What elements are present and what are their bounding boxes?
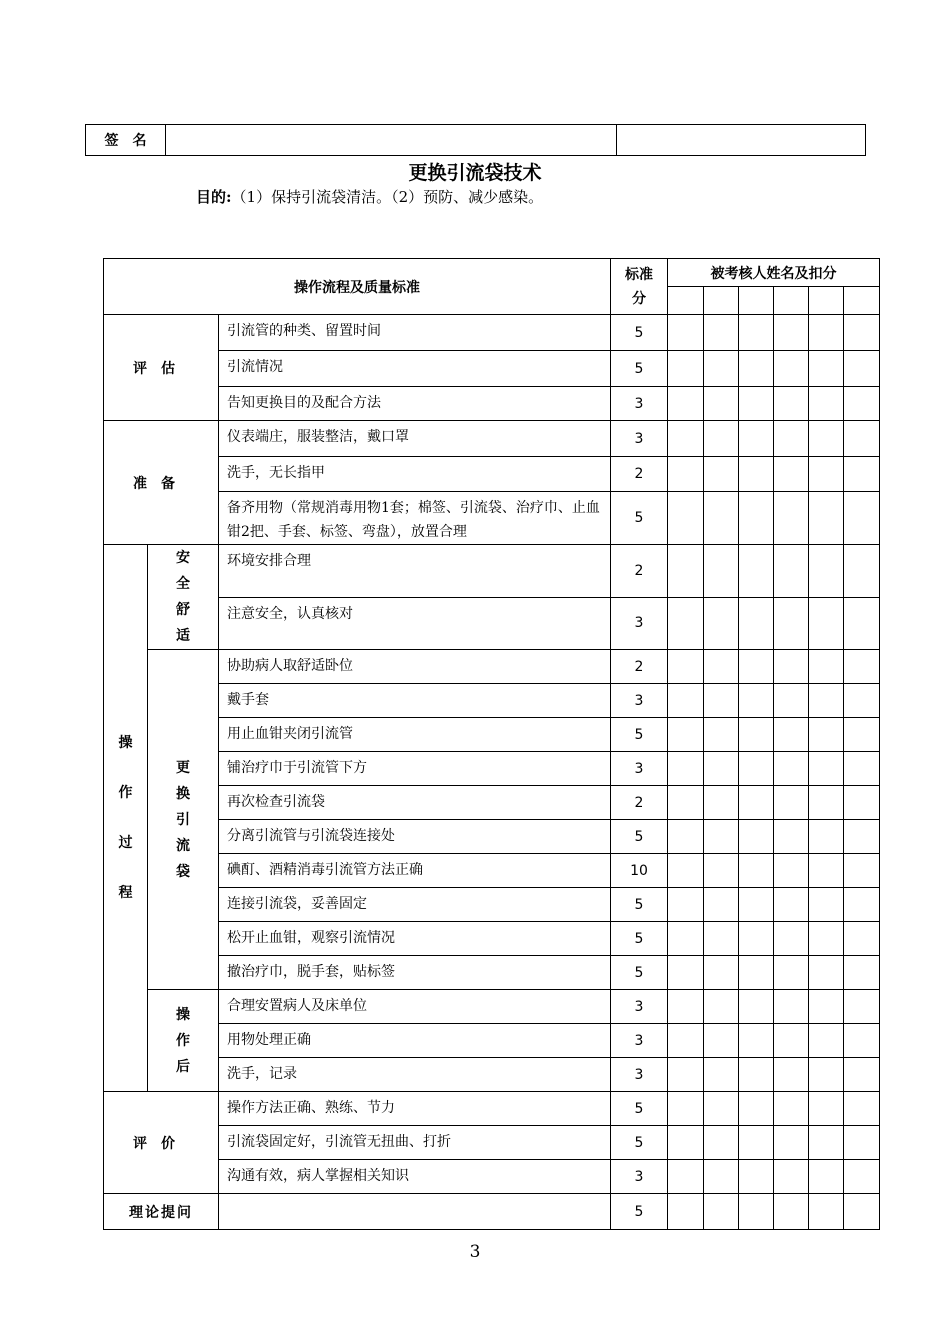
item-text: 洗手，无长指甲 (219, 457, 611, 492)
deduction-cell[interactable] (668, 786, 704, 820)
deduction-cell[interactable] (844, 387, 880, 421)
deduction-cell[interactable] (844, 752, 880, 786)
deduction-cell[interactable] (739, 650, 774, 684)
deduction-cell[interactable] (739, 1160, 774, 1194)
deduction-cell[interactable] (774, 888, 809, 922)
category-operation: 操 作 过 程 (104, 545, 148, 1092)
deduction-cell[interactable] (704, 1194, 739, 1230)
deduction-cell[interactable] (739, 922, 774, 956)
deduction-cell[interactable] (668, 287, 704, 315)
deduction-cell[interactable] (739, 315, 774, 351)
deduction-cell[interactable] (774, 718, 809, 752)
deduction-cell[interactable] (668, 492, 704, 545)
deduction-cell[interactable] (844, 1024, 880, 1058)
deduction-cell[interactable] (704, 922, 739, 956)
deduction-cell[interactable] (704, 351, 739, 387)
deduction-cell[interactable] (774, 1126, 809, 1160)
deduction-cell[interactable] (668, 650, 704, 684)
item-score: 5 (611, 1126, 668, 1160)
subcategory-cell: 操 作 后 (148, 990, 219, 1092)
deduction-cell[interactable] (704, 684, 739, 718)
deduction-cell[interactable] (774, 492, 809, 545)
deduction-cell[interactable] (704, 990, 739, 1024)
item-text: 铺治疗巾于引流管下方 (219, 752, 611, 786)
item-text: 注意安全，认真核对 (219, 597, 611, 650)
deduction-cell[interactable] (774, 854, 809, 888)
item-text: 沟通有效，病人掌握相关知识 (219, 1160, 611, 1194)
deduction-cell[interactable] (739, 421, 774, 457)
deduction-cell[interactable] (668, 1058, 704, 1092)
deduction-cell[interactable] (774, 650, 809, 684)
item-score: 3 (611, 387, 668, 421)
deduction-cell[interactable] (844, 956, 880, 990)
deduction-cell[interactable] (809, 387, 844, 421)
deduction-cell[interactable] (739, 351, 774, 387)
item-score: 3 (611, 597, 668, 650)
deduction-cell[interactable] (704, 854, 739, 888)
deduction-cell[interactable] (668, 1024, 704, 1058)
deduction-cell[interactable] (809, 990, 844, 1024)
deduction-cell[interactable] (809, 1092, 844, 1126)
deduction-cell[interactable] (774, 457, 809, 492)
deduction-cell[interactable] (774, 351, 809, 387)
deduction-cell[interactable] (844, 351, 880, 387)
item-text: 用物处理正确 (219, 1024, 611, 1058)
deduction-cell[interactable] (668, 922, 704, 956)
category-cell: 准备 (104, 421, 219, 545)
item-score: 5 (611, 718, 668, 752)
item-score: 5 (611, 922, 668, 956)
deduction-cell[interactable] (809, 1160, 844, 1194)
deduction-cell[interactable] (739, 956, 774, 990)
deduction-cell[interactable] (809, 888, 844, 922)
deduction-cell[interactable] (739, 1194, 774, 1230)
deduction-cell[interactable] (704, 545, 739, 598)
deduction-cell[interactable] (704, 1160, 739, 1194)
deduction-cell[interactable] (668, 820, 704, 854)
deduction-cell[interactable] (844, 718, 880, 752)
deduction-cell[interactable] (809, 752, 844, 786)
deduction-cell[interactable] (704, 1126, 739, 1160)
purpose-text: （1）保持引流袋清洁。（2）预防、减少感染。 (231, 188, 544, 206)
item-text: 环境安排合理 (219, 545, 611, 598)
deduction-cell[interactable] (668, 315, 704, 351)
deduction-cell[interactable] (739, 545, 774, 598)
deduction-cell[interactable] (739, 990, 774, 1024)
item-text: 合理安置病人及床单位 (219, 990, 611, 1024)
deduction-cell[interactable] (809, 421, 844, 457)
item-text: 引流袋固定好，引流管无扭曲、打折 (219, 1126, 611, 1160)
deduction-cell[interactable] (704, 492, 739, 545)
deduction-cell[interactable] (668, 457, 704, 492)
item-text: 告知更换目的及配合方法 (219, 387, 611, 421)
item-score: 3 (611, 990, 668, 1024)
deduction-cell[interactable] (844, 287, 880, 315)
page-number: 3 (469, 1242, 481, 1262)
item-text: 戴手套 (219, 684, 611, 718)
deduction-cell[interactable] (739, 597, 774, 650)
deduction-cell[interactable] (739, 752, 774, 786)
item-score: 5 (611, 1194, 668, 1230)
deduction-cell[interactable] (844, 1194, 880, 1230)
deduction-cell[interactable] (668, 684, 704, 718)
item-text (219, 1194, 611, 1230)
item-text: 引流情况 (219, 351, 611, 387)
category-cell: 理论提问 (104, 1194, 219, 1230)
deduction-cell[interactable] (704, 752, 739, 786)
deduction-cell[interactable] (844, 922, 880, 956)
deduction-cell[interactable] (844, 597, 880, 650)
deduction-cell[interactable] (809, 287, 844, 315)
deduction-cell[interactable] (774, 922, 809, 956)
deduction-cell[interactable] (774, 387, 809, 421)
deduction-cell[interactable] (774, 287, 809, 315)
signature-table (85, 124, 866, 156)
deduction-cell[interactable] (844, 457, 880, 492)
deduction-cell[interactable] (809, 718, 844, 752)
deduction-cell[interactable] (809, 492, 844, 545)
deduction-cell[interactable] (809, 956, 844, 990)
signature-field-extra[interactable] (617, 125, 866, 156)
deduction-cell[interactable] (774, 752, 809, 786)
header-process: 操作流程及质量标准 (104, 259, 611, 315)
deduction-cell[interactable] (704, 387, 739, 421)
deduction-cell[interactable] (704, 597, 739, 650)
item-score: 3 (611, 752, 668, 786)
deduction-cell[interactable] (704, 1058, 739, 1092)
item-text: 洗手，记录 (219, 1058, 611, 1092)
deduction-cell[interactable] (844, 492, 880, 545)
deduction-cell[interactable] (739, 1058, 774, 1092)
deduction-cell[interactable] (774, 421, 809, 457)
deduction-cell[interactable] (844, 684, 880, 718)
deduction-cell[interactable] (774, 820, 809, 854)
deduction-cell[interactable] (774, 1160, 809, 1194)
item-score: 5 (611, 351, 668, 387)
deduction-cell[interactable] (774, 597, 809, 650)
deduction-cell[interactable] (668, 1126, 704, 1160)
deduction-cell[interactable] (739, 786, 774, 820)
deduction-cell[interactable] (774, 1194, 809, 1230)
deduction-cell[interactable] (809, 545, 844, 598)
deduction-cell[interactable] (668, 387, 704, 421)
item-text: 碘酊、酒精消毒引流管方法正确 (219, 854, 611, 888)
deduction-cell[interactable] (844, 315, 880, 351)
deduction-cell[interactable] (844, 1126, 880, 1160)
deduction-cell[interactable] (704, 421, 739, 457)
deduction-cell[interactable] (844, 650, 880, 684)
deduction-cell[interactable] (668, 718, 704, 752)
item-text: 备齐用物（常规消毒用物1套；棉签、引流袋、治疗巾、止血钳2把、手套、标签、弯盘），放置合理 (219, 492, 611, 545)
deduction-cell[interactable] (704, 1024, 739, 1058)
deduction-cell[interactable] (774, 1058, 809, 1092)
item-score: 2 (611, 650, 668, 684)
item-text: 再次检查引流袋 (219, 786, 611, 820)
deduction-cell[interactable] (809, 597, 844, 650)
purpose-label: 目的: (196, 188, 232, 206)
deduction-cell[interactable] (668, 854, 704, 888)
document-title: 更换引流袋技术 (408, 162, 542, 184)
deduction-cell[interactable] (844, 545, 880, 598)
deduction-cell[interactable] (774, 786, 809, 820)
deduction-cell[interactable] (704, 457, 739, 492)
item-text: 引流管的种类、留置时间 (219, 315, 611, 351)
deduction-cell[interactable] (844, 1058, 880, 1092)
deduction-cell[interactable] (844, 1092, 880, 1126)
subcategory-cell: 更 换 引 流 袋 (148, 650, 219, 990)
deduction-cell[interactable] (844, 854, 880, 888)
item-text: 分离引流管与引流袋连接处 (219, 820, 611, 854)
deduction-cell[interactable] (809, 351, 844, 387)
deduction-cell[interactable] (704, 315, 739, 351)
deduction-cell[interactable] (739, 387, 774, 421)
deduction-cell[interactable] (739, 457, 774, 492)
deduction-cell[interactable] (774, 1092, 809, 1126)
deduction-cell[interactable] (844, 786, 880, 820)
deduction-cell[interactable] (809, 457, 844, 492)
assessment-table (103, 258, 880, 1230)
item-score: 3 (611, 1058, 668, 1092)
deduction-cell[interactable] (739, 1024, 774, 1058)
deduction-cell[interactable] (668, 545, 704, 598)
item-score: 5 (611, 956, 668, 990)
deduction-cell[interactable] (809, 684, 844, 718)
deduction-cell[interactable] (704, 287, 739, 315)
deduction-cell[interactable] (844, 820, 880, 854)
deduction-cell[interactable] (809, 854, 844, 888)
deduction-cell[interactable] (668, 351, 704, 387)
deduction-cell[interactable] (704, 650, 739, 684)
deduction-cell[interactable] (809, 1194, 844, 1230)
deduction-cell[interactable] (739, 854, 774, 888)
item-text: 仪表端庄，服装整洁，戴口罩 (219, 421, 611, 457)
deduction-cell[interactable] (809, 922, 844, 956)
deduction-cell[interactable] (739, 492, 774, 545)
item-score: 3 (611, 684, 668, 718)
deduction-cell[interactable] (774, 956, 809, 990)
deduction-cell[interactable] (809, 315, 844, 351)
deduction-cell[interactable] (774, 545, 809, 598)
deduction-cell[interactable] (668, 1194, 704, 1230)
signature-label: 签 名 (86, 125, 166, 156)
deduction-cell[interactable] (739, 1092, 774, 1126)
item-score: 2 (611, 786, 668, 820)
item-text: 协助病人取舒适卧位 (219, 650, 611, 684)
deduction-cell[interactable] (774, 990, 809, 1024)
deduction-cell[interactable] (809, 1126, 844, 1160)
item-text: 用止血钳夹闭引流管 (219, 718, 611, 752)
deduction-cell[interactable] (739, 684, 774, 718)
deduction-cell[interactable] (809, 1024, 844, 1058)
deduction-cell[interactable] (844, 990, 880, 1024)
deduction-cell[interactable] (668, 1160, 704, 1194)
deduction-cell[interactable] (668, 597, 704, 650)
item-score: 5 (611, 315, 668, 351)
deduction-cell[interactable] (809, 650, 844, 684)
deduction-cell[interactable] (739, 888, 774, 922)
item-text: 撤治疗巾，脱手套，贴标签 (219, 956, 611, 990)
deduction-cell[interactable] (668, 888, 704, 922)
item-score: 5 (611, 1092, 668, 1126)
deduction-cell[interactable] (668, 990, 704, 1024)
deduction-cell[interactable] (739, 820, 774, 854)
deduction-cell[interactable] (668, 421, 704, 457)
deduction-cell[interactable] (739, 287, 774, 315)
item-score: 5 (611, 820, 668, 854)
item-score: 3 (611, 1160, 668, 1194)
deduction-cell[interactable] (704, 718, 739, 752)
signature-field[interactable] (166, 125, 617, 156)
deduction-cell[interactable] (739, 1126, 774, 1160)
deduction-cell[interactable] (704, 1092, 739, 1126)
purpose-line (196, 186, 543, 207)
deduction-cell[interactable] (739, 718, 774, 752)
deduction-cell[interactable] (668, 752, 704, 786)
category-cell: 评价 (104, 1092, 219, 1194)
item-score: 2 (611, 457, 668, 492)
deduction-cell[interactable] (774, 1024, 809, 1058)
item-score: 5 (611, 888, 668, 922)
item-score: 5 (611, 492, 668, 545)
item-score: 10 (611, 854, 668, 888)
deduction-cell[interactable] (809, 1058, 844, 1092)
item-score: 2 (611, 545, 668, 598)
deduction-cell[interactable] (844, 421, 880, 457)
deduction-cell[interactable] (844, 1160, 880, 1194)
deduction-cell[interactable] (809, 786, 844, 820)
header-examinee: 被考核人姓名及扣分 (668, 259, 880, 287)
item-score: 3 (611, 1024, 668, 1058)
deduction-cell[interactable] (809, 820, 844, 854)
header-score: 标准分 (611, 259, 668, 315)
deduction-cell[interactable] (844, 888, 880, 922)
deduction-cell[interactable] (668, 1092, 704, 1126)
deduction-cell[interactable] (774, 684, 809, 718)
item-score: 3 (611, 421, 668, 457)
item-text: 操作方法正确、熟练、节力 (219, 1092, 611, 1126)
deduction-cell[interactable] (668, 956, 704, 990)
item-text: 松开止血钳，观察引流情况 (219, 922, 611, 956)
category-cell: 评估 (104, 315, 219, 421)
deduction-cell[interactable] (704, 888, 739, 922)
deduction-cell[interactable] (704, 786, 739, 820)
deduction-cell[interactable] (704, 956, 739, 990)
deduction-cell[interactable] (774, 315, 809, 351)
subcategory-cell: 安 全 舒 适 (148, 545, 219, 650)
deduction-cell[interactable] (704, 820, 739, 854)
item-text: 连接引流袋，妥善固定 (219, 888, 611, 922)
